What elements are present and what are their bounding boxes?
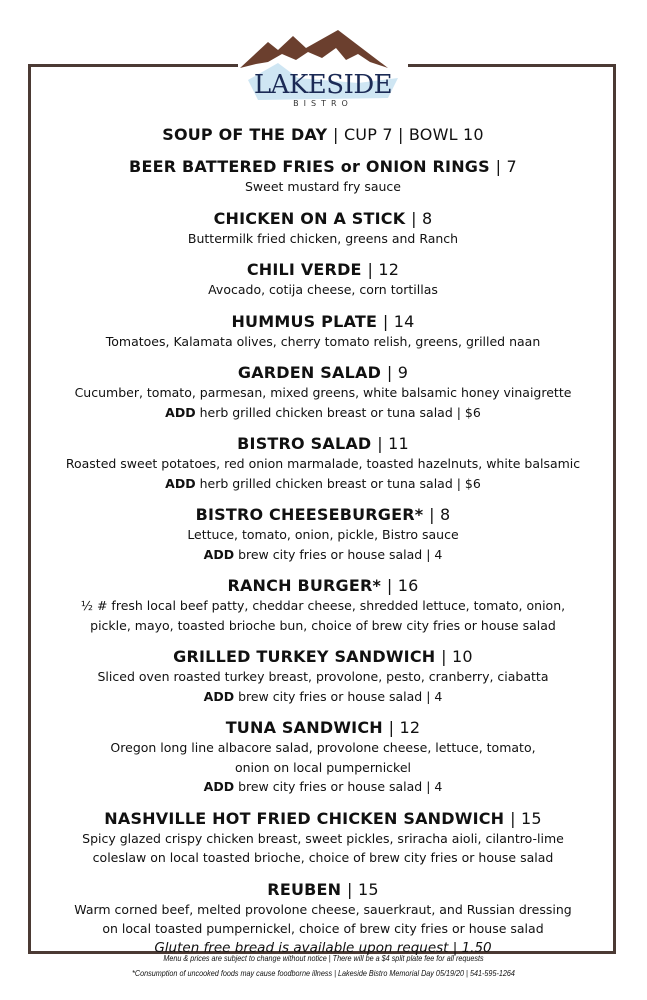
menu-item xyxy=(30,208,616,249)
item-description: Tomatoes, Kalamata olives, cherry tomato relish, greens, grilled naan xyxy=(105,333,541,349)
item-description: ½ # fresh local beef patty, cheddar cheese, shredded lettuce, tomato, onion, xyxy=(80,598,566,613)
item-description: Lettuce, tomato, onion, pickle, Bistro sauce xyxy=(187,527,459,542)
item-name: REUBEN xyxy=(267,879,342,899)
item-name: TUNA SANDWICH xyxy=(225,718,383,737)
menu-item xyxy=(30,808,616,868)
footer-disclaimer: *Consumption of uncooked foods may cause foodborne illness | Lakeside Bistro Memorial Day 05/19/20 | 541-595-1264 xyxy=(132,968,515,978)
item-title: TUNA SANDWICH | 12 xyxy=(225,718,421,737)
item-description: Avocado, cotija cheese, corn tortillas xyxy=(208,282,438,297)
item-description: Oregon long line albacore salad, provolone cheese, lettuce, tomato, xyxy=(110,740,536,755)
item-title: GARDEN SALAD | 9 xyxy=(237,363,409,382)
item-description: Cucumber, tomato, parmesan, mixed greens, white balsamic honey vinaigrette xyxy=(74,385,572,400)
menu-item xyxy=(30,362,616,422)
item-name: GARDEN SALAD xyxy=(237,363,382,382)
item-price: 15 xyxy=(357,879,379,899)
item-description: Roasted sweet potatoes, red onion marmalade, toasted hazelnuts, white balsamic xyxy=(65,456,581,471)
item-description: on local toasted pumpernickel, choice of brew city fries or house salad xyxy=(102,921,544,936)
menu-item xyxy=(30,259,616,300)
item-addon xyxy=(30,403,616,423)
addon-text: brew city fries or house salad | 4 xyxy=(238,779,443,794)
item-title: BEER BATTERED FRIES or ONION RINGS | 7 xyxy=(129,157,517,176)
item-name: BISTRO CHEESEBURGER* xyxy=(195,505,424,524)
item-name: BISTRO SALAD xyxy=(237,434,372,453)
menu-item xyxy=(30,575,616,635)
item-price: 9 xyxy=(397,363,409,382)
item-title: GRILLED TURKEY SANDWICH | 10 xyxy=(173,647,473,666)
add-label: ADD xyxy=(203,779,235,794)
item-price: 7 xyxy=(506,157,517,176)
item-description: coleslaw on local toasted brioche, choice of brew city fries or house salad xyxy=(92,850,554,865)
item-title: CHICKEN ON A STICK | 8 xyxy=(213,208,433,228)
item-price: 16 xyxy=(397,576,419,595)
item-price: 15 xyxy=(520,808,542,828)
logo xyxy=(238,28,408,110)
gluten-free-note: Gluten free bread is available upon request | 1.50 xyxy=(154,939,492,956)
item-price: 12 xyxy=(399,718,421,737)
item-addon xyxy=(30,474,616,494)
item-description: Warm corned beef, melted provolone cheese, sauerkraut, and Russian dressing xyxy=(74,901,572,917)
item-name: RANCH BURGER* xyxy=(227,576,382,595)
addon-text: herb grilled chicken breast or tuna salad | $6 xyxy=(199,404,481,420)
item-addon xyxy=(30,687,616,707)
item-title: RANCH BURGER* | 16 xyxy=(227,576,419,595)
logo-name: LAKESIDE xyxy=(253,70,393,100)
item-name: GRILLED TURKEY SANDWICH xyxy=(173,647,436,666)
menu-item xyxy=(30,156,616,197)
menu-item xyxy=(30,879,616,957)
addon-text: herb grilled chicken breast or tuna salad | $6 xyxy=(199,475,481,491)
item-title: CHILI VERDE | 12 xyxy=(246,260,400,279)
item-title: REUBEN | 15 xyxy=(267,879,379,899)
item-price: 12 xyxy=(378,260,400,279)
item-name: SOUP OF THE DAY xyxy=(162,125,328,144)
add-label: ADD xyxy=(165,475,196,491)
item-addon xyxy=(30,777,616,797)
item-description: pickle, mayo, toasted brioche bun, choice of brew city fries or house salad xyxy=(90,617,556,633)
item-title: BISTRO SALAD | 11 xyxy=(237,434,409,453)
menu-item xyxy=(30,311,616,352)
item-title: NASHVILLE HOT FRIED CHICKEN SANDWICH | 15 xyxy=(104,808,542,828)
menu-item xyxy=(30,504,616,564)
item-price: CUP 7 | BOWL 10 xyxy=(343,125,484,144)
item-name: NASHVILLE HOT FRIED CHICKEN SANDWICH xyxy=(104,808,505,828)
add-label: ADD xyxy=(203,688,235,704)
item-price: 11 xyxy=(388,434,409,453)
addon-text: brew city fries or house salad | 4 xyxy=(238,546,443,562)
menu-item xyxy=(30,433,616,493)
add-label: ADD xyxy=(165,404,196,420)
item-description: Sliced oven roasted turkey breast, provolone, pesto, cranberry, ciabatta xyxy=(97,669,549,684)
menu-item xyxy=(30,646,616,706)
menu-list xyxy=(30,124,616,968)
item-price: 8 xyxy=(422,208,433,228)
item-description: Sweet mustard fry sauce xyxy=(245,179,401,194)
item-name: BEER BATTERED FRIES or ONION RINGS xyxy=(129,157,490,176)
item-title: BISTRO CHEESEBURGER* | 8 xyxy=(195,505,451,524)
item-description: Buttermilk fried chicken, greens and Ranch xyxy=(187,230,459,246)
item-description: onion on local pumpernickel xyxy=(234,759,412,775)
logo-subtitle: BISTRO xyxy=(293,99,353,108)
item-description: Spicy glazed crispy chicken breast, sweet pickles, sriracha aioli, cilantro-lime xyxy=(82,830,564,846)
item-price: 14 xyxy=(393,311,415,331)
menu-item xyxy=(30,717,616,797)
footer-note: Menu & prices are subject to change without notice | There will be a $4 split plate fee for all requests xyxy=(163,953,484,963)
item-price: 10 xyxy=(452,647,473,666)
item-name: CHILI VERDE xyxy=(246,260,362,279)
item-addon xyxy=(30,545,616,565)
item-title: SOUP OF THE DAY | CUP 7 | BOWL 10 xyxy=(162,125,484,144)
item-title: HUMMUS PLATE | 14 xyxy=(231,311,415,331)
item-name: CHICKEN ON A STICK xyxy=(213,208,406,228)
item-price: 8 xyxy=(440,505,451,524)
addon-text: brew city fries or house salad | 4 xyxy=(238,688,443,704)
add-label: ADD xyxy=(203,546,235,562)
menu-item xyxy=(30,124,616,145)
item-name: HUMMUS PLATE xyxy=(231,311,378,331)
